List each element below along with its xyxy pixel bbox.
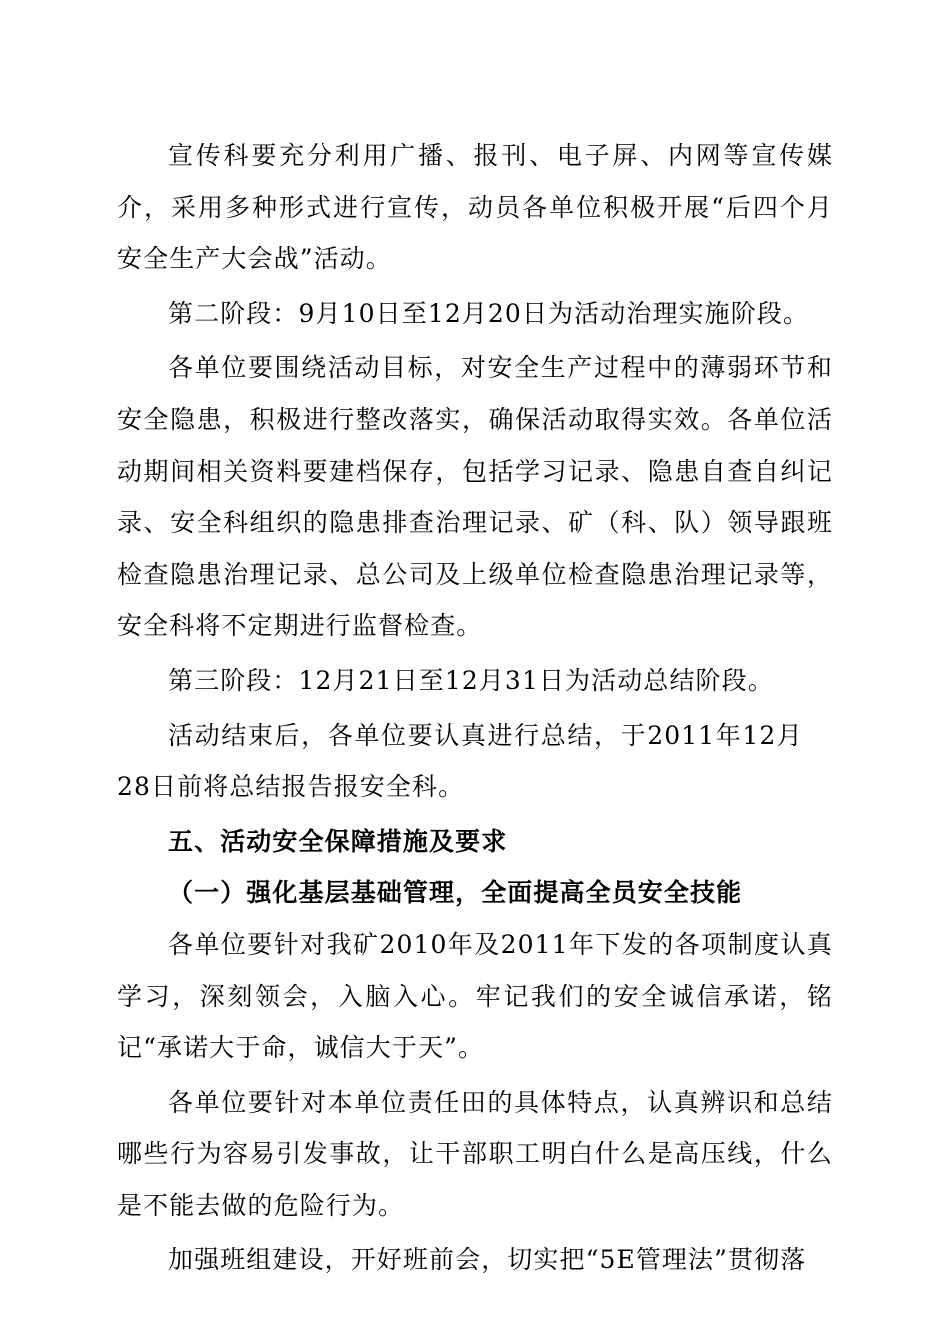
subsection-heading: （一）强化基层基础管理，全面提高全员安全技能 <box>168 878 743 908</box>
section-heading: 五、活动安全保障措施及要求 <box>168 826 508 856</box>
document-body <box>117 130 833 1286</box>
paragraph-phase-two: 第二阶段：9月10日至12月20日为活动治理实施阶段。 <box>168 298 810 328</box>
paragraph-summary: 活动结束后，各单位要认真进行总结，于2011年12月28日前将总结报告报安全科。 <box>117 720 803 802</box>
paragraph-publicity: 宣传科要充分利用广播、报刊、电子屏、内网等宣传媒介，采用多种形式进行宣传，动员各单位积极开展“后四个月安全生产大会战”活动。 <box>117 141 833 274</box>
paragraph-phase-three: 第三阶段：12月21日至12月31日为活动总结阶段。 <box>168 665 774 695</box>
paragraph-risk-behaviors: 各单位要针对本单位责任田的具体特点，认真辨识和总结哪些行为容易引发事故，让干部职工明白什么是高压线，什么是不能去做的危险行为。 <box>117 1087 833 1220</box>
paragraph-team-building: 加强班组建设，开好班前会，切实把“5E管理法”贯彻落 <box>168 1245 807 1275</box>
paragraph-rectification: 各单位要围绕活动目标，对安全生产过程中的薄弱环节和安全隐患，积极进行整改落实，确保活动取得实效。各单位活动期间相关资料要建档保存，包括学习记录、隐患自查自纠记录、安全科组织的隐患排查治理记录、矿（科、队）领导跟班检查隐患治理记录、总公司及上级单位检查隐患治理记录等，安全科将不定期进行监督检查。 <box>117 353 833 641</box>
paragraph-study-rules: 各单位要针对我矿2010年及2011年下发的各项制度认真学习，深刻领会，入脑入心。牢记我们的安全诚信承诺，铭记“承诺大于命，诚信大于天”。 <box>117 929 833 1063</box>
